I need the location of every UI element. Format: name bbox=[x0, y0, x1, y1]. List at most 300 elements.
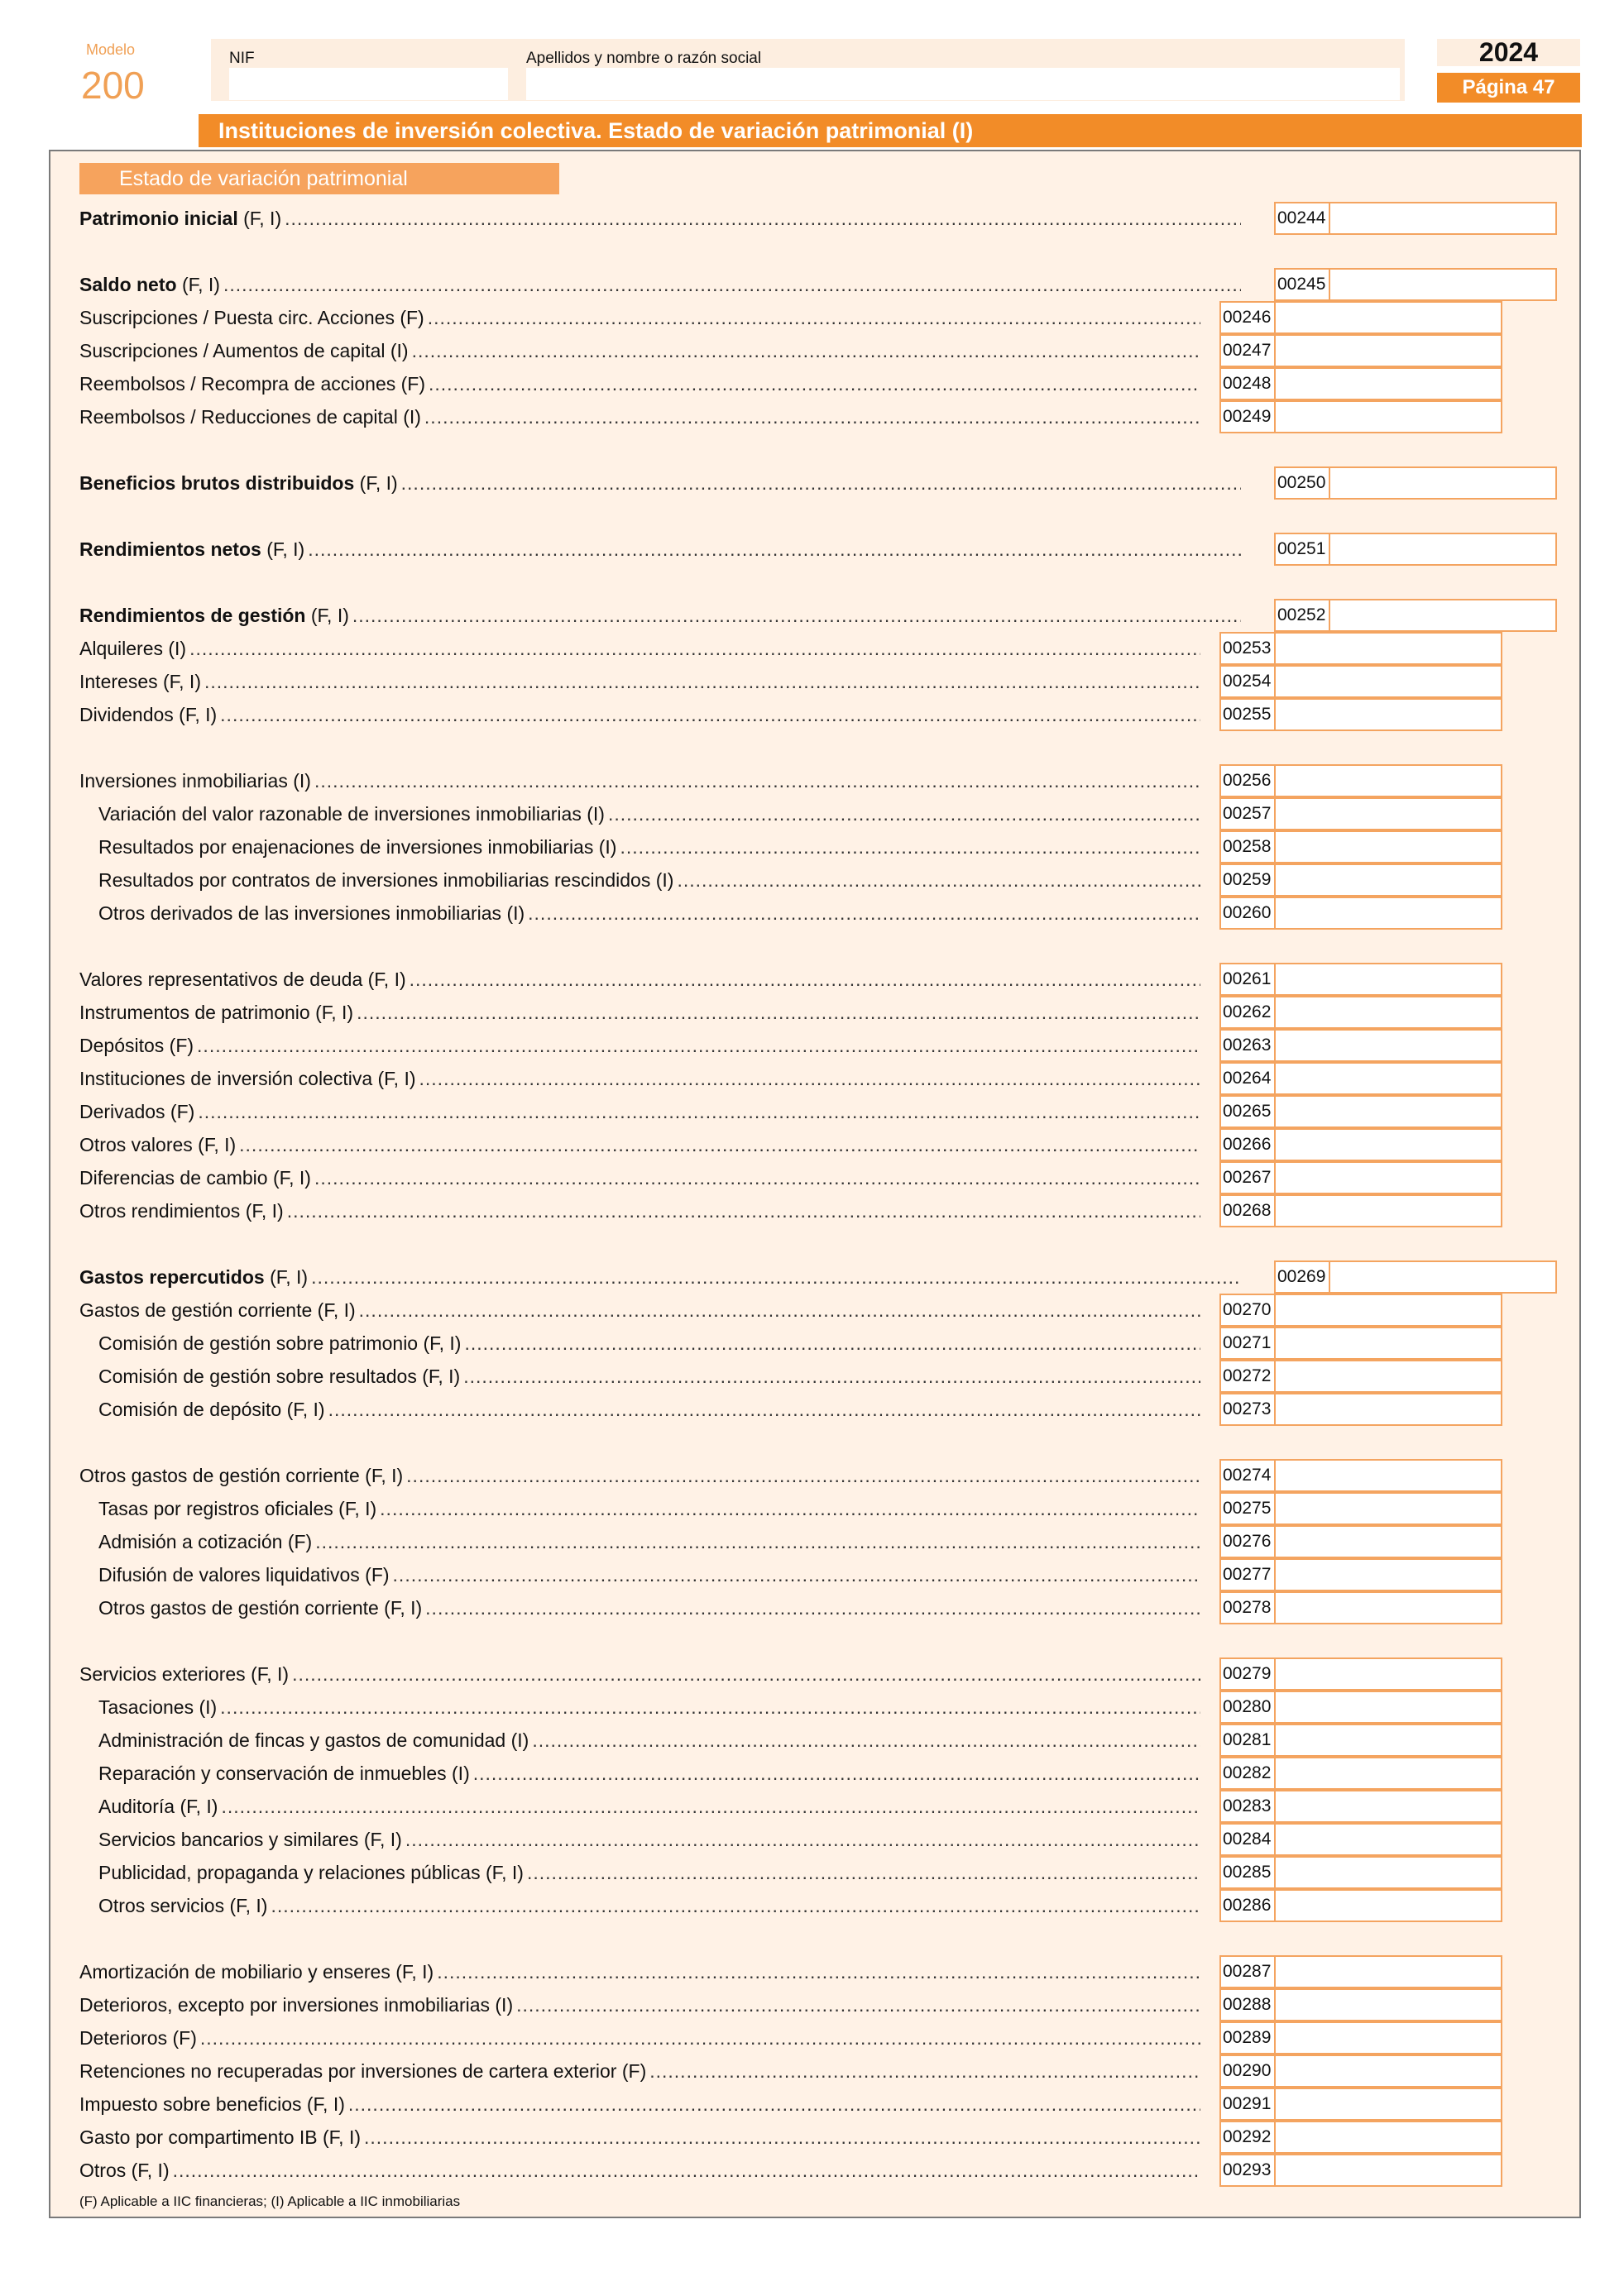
form-row bbox=[79, 1294, 1209, 1327]
field-code: 00260 bbox=[1219, 897, 1276, 930]
row-label bbox=[79, 472, 398, 495]
field-code: 00264 bbox=[1219, 1062, 1276, 1095]
field-code: 00285 bbox=[1219, 1856, 1276, 1889]
leader-dots bbox=[292, 1663, 1200, 1686]
leader-dots bbox=[516, 1994, 1200, 2016]
form-row bbox=[79, 963, 1209, 996]
row-label-text: Admisión a cotización (F) bbox=[98, 1530, 313, 1552]
row-label-bold: Patrimonio inicial bbox=[79, 207, 238, 229]
leader-dots bbox=[405, 1829, 1200, 1851]
row-label bbox=[79, 1266, 308, 1289]
row-label-text: Impuesto sobre beneficios (F, I) bbox=[79, 2093, 345, 2115]
page-number: Página 47 bbox=[1437, 73, 1580, 103]
row-label bbox=[79, 1961, 434, 1983]
row-label bbox=[79, 2160, 170, 2182]
field-code: 00257 bbox=[1219, 797, 1276, 830]
amount-field[interactable] bbox=[1274, 1194, 1502, 1227]
leader-dots bbox=[429, 373, 1200, 395]
field-code: 00276 bbox=[1219, 1525, 1276, 1558]
row-label-text: Resultados por contratos de inversiones inmobiliarias rescindidos (I) bbox=[98, 868, 674, 891]
row-label-text: Tasas por registros oficiales (F, I) bbox=[98, 1497, 377, 1519]
row-label bbox=[98, 1399, 325, 1421]
field-code: 00262 bbox=[1219, 996, 1276, 1029]
row-label-text: Reembolsos / Reducciones de capital (I) bbox=[79, 405, 421, 428]
field-code: 00281 bbox=[1219, 1724, 1276, 1757]
row-label bbox=[98, 1531, 312, 1553]
row-label bbox=[79, 605, 349, 627]
row-label bbox=[98, 1829, 402, 1851]
field-code: 00269 bbox=[1274, 1260, 1330, 1294]
leader-dots bbox=[406, 1465, 1200, 1487]
row-label bbox=[79, 638, 186, 660]
amount-field[interactable] bbox=[1274, 1029, 1502, 1062]
leader-dots bbox=[221, 1796, 1200, 1818]
row-label-text: Difusión de valores liquidativos (F) bbox=[98, 1563, 390, 1586]
form-row bbox=[79, 1955, 1209, 1988]
form-row bbox=[79, 1260, 1249, 1294]
row-label-text: Gasto por compartimento IB (F, I) bbox=[79, 2126, 362, 2148]
field-code: 00282 bbox=[1219, 1757, 1276, 1790]
name-label: Apellidos y nombre o razón social bbox=[526, 50, 762, 67]
form-row bbox=[98, 1525, 1209, 1558]
row-label-bold: Rendimientos netos bbox=[79, 538, 261, 560]
leader-dots bbox=[287, 1200, 1200, 1222]
form-row bbox=[79, 1194, 1209, 1227]
leader-dots bbox=[220, 1696, 1200, 1719]
leader-dots bbox=[463, 1366, 1200, 1388]
amount-field[interactable] bbox=[1274, 1492, 1502, 1525]
amount-field[interactable] bbox=[1274, 1128, 1502, 1161]
form-row bbox=[98, 1393, 1209, 1426]
row-label bbox=[98, 1763, 470, 1785]
amount-field[interactable] bbox=[1274, 334, 1502, 367]
form-row bbox=[79, 1657, 1209, 1691]
form-row bbox=[79, 334, 1209, 367]
form-row bbox=[79, 2088, 1209, 2121]
field-code: 00267 bbox=[1219, 1161, 1276, 1194]
modelo-label: Modelo bbox=[86, 41, 136, 58]
row-label-text: Servicios bancarios y similares (F, I) bbox=[98, 1828, 402, 1850]
row-label bbox=[79, 704, 217, 726]
amount-field[interactable] bbox=[1274, 1790, 1502, 1823]
row-label bbox=[98, 1862, 524, 1884]
leader-dots bbox=[189, 638, 1200, 660]
field-code: 00247 bbox=[1219, 334, 1276, 367]
amount-field[interactable] bbox=[1274, 1889, 1502, 1922]
row-label-text: Retenciones no recuperadas por inversiones de cartera exterior (F) bbox=[79, 2059, 647, 2082]
row-label bbox=[79, 208, 281, 230]
row-label-text: Publicidad, propaganda y relaciones públicas (F, I) bbox=[98, 1861, 524, 1883]
field-code: 00244 bbox=[1274, 202, 1330, 235]
amount-field[interactable] bbox=[1274, 2121, 1502, 2154]
field-code: 00250 bbox=[1274, 466, 1330, 500]
row-label-text: Otros gastos de gestión corriente (F, I) bbox=[79, 1464, 404, 1486]
row-label bbox=[79, 1101, 194, 1123]
form-row bbox=[79, 764, 1209, 797]
amount-field[interactable] bbox=[1274, 1657, 1502, 1691]
row-label bbox=[98, 1564, 390, 1586]
leader-dots bbox=[464, 1332, 1200, 1355]
row-label bbox=[98, 869, 673, 892]
form-row bbox=[79, 400, 1209, 433]
form-row bbox=[98, 1558, 1209, 1591]
amount-field[interactable] bbox=[1329, 533, 1557, 566]
field-code: 00272 bbox=[1219, 1360, 1276, 1393]
field-code: 00270 bbox=[1219, 1294, 1276, 1327]
footnote: (F) Aplicable a IIC financieras; (I) Aplicable a IIC inmobiliarias bbox=[79, 2193, 461, 2209]
form-row bbox=[79, 698, 1209, 731]
page-title: Instituciones de inversión colectiva. Estado de variación patrimonial (I) bbox=[199, 114, 1582, 147]
row-label bbox=[79, 274, 220, 296]
leader-dots bbox=[528, 902, 1200, 925]
row-label-text: (F, I) bbox=[305, 604, 349, 626]
field-code: 00259 bbox=[1219, 863, 1276, 897]
row-label bbox=[79, 538, 304, 561]
leader-dots bbox=[608, 803, 1200, 825]
leader-dots bbox=[198, 1101, 1200, 1123]
row-label-text: Otros gastos de gestión corriente (F, I) bbox=[98, 1596, 423, 1619]
form-row bbox=[98, 1691, 1209, 1724]
row-label bbox=[79, 406, 421, 428]
name-input[interactable] bbox=[526, 68, 1400, 100]
row-label-text: (F, I) bbox=[264, 1265, 309, 1288]
form-row bbox=[98, 863, 1209, 897]
field-code: 00289 bbox=[1219, 2021, 1276, 2054]
form-row bbox=[79, 2054, 1209, 2088]
leader-dots bbox=[311, 1266, 1241, 1289]
form-row bbox=[79, 1128, 1209, 1161]
amount-field[interactable] bbox=[1274, 764, 1502, 797]
leader-dots bbox=[271, 1895, 1200, 1917]
row-label bbox=[98, 1729, 529, 1752]
leader-dots bbox=[410, 969, 1200, 991]
row-label bbox=[79, 969, 406, 991]
field-code: 00256 bbox=[1219, 764, 1276, 797]
leader-dots bbox=[473, 1763, 1200, 1785]
row-label-text: (F, I) bbox=[261, 538, 305, 560]
row-label-bold: Beneficios brutos distribuidos bbox=[79, 471, 355, 494]
amount-field[interactable] bbox=[1329, 202, 1557, 235]
leader-dots bbox=[532, 1729, 1200, 1752]
row-label bbox=[98, 902, 525, 925]
form-row bbox=[98, 1327, 1209, 1360]
leader-dots bbox=[308, 538, 1241, 561]
field-code: 00277 bbox=[1219, 1558, 1276, 1591]
nif-label: NIF bbox=[229, 50, 255, 67]
leader-dots bbox=[285, 208, 1241, 230]
form-row bbox=[98, 1591, 1209, 1624]
form-row bbox=[98, 830, 1209, 863]
row-label-text: Otros servicios (F, I) bbox=[98, 1894, 268, 1916]
row-label bbox=[79, 1167, 311, 1189]
year-badge: 2024 bbox=[1437, 39, 1580, 66]
amount-field[interactable] bbox=[1274, 1393, 1502, 1426]
row-label bbox=[79, 1200, 284, 1222]
amount-field[interactable] bbox=[1274, 863, 1502, 897]
row-label-text: Instituciones de inversión colectiva (F, I) bbox=[79, 1067, 416, 1089]
leader-dots bbox=[428, 307, 1200, 329]
amount-field[interactable] bbox=[1274, 1591, 1502, 1624]
row-label bbox=[98, 836, 616, 859]
leader-dots bbox=[425, 1597, 1200, 1619]
field-code: 00258 bbox=[1219, 830, 1276, 863]
row-label-text: Dividendos (F, I) bbox=[79, 703, 218, 725]
leader-dots bbox=[401, 472, 1241, 495]
leader-dots bbox=[315, 1531, 1200, 1553]
row-label-text: Otros valores (F, I) bbox=[79, 1133, 237, 1155]
field-code: 00273 bbox=[1219, 1393, 1276, 1426]
form-row bbox=[79, 2021, 1209, 2054]
leader-dots bbox=[314, 1167, 1200, 1189]
row-label-text: Valores representativos de deuda (F, I) bbox=[79, 968, 406, 990]
row-label bbox=[79, 307, 424, 329]
row-label-text: Gastos de gestión corriente (F, I) bbox=[79, 1299, 356, 1321]
row-label-text: Alquileres (I) bbox=[79, 637, 187, 659]
row-label-text: Suscripciones / Aumentos de capital (I) bbox=[79, 339, 409, 361]
amount-field[interactable] bbox=[1274, 797, 1502, 830]
amount-field[interactable] bbox=[1274, 2088, 1502, 2121]
row-label bbox=[79, 1663, 289, 1686]
form-row bbox=[98, 797, 1209, 830]
row-label bbox=[98, 1796, 218, 1818]
form-row bbox=[79, 301, 1209, 334]
form-row bbox=[98, 1724, 1209, 1757]
field-code: 00288 bbox=[1219, 1988, 1276, 2021]
field-code: 00252 bbox=[1274, 599, 1330, 632]
field-code: 00275 bbox=[1219, 1492, 1276, 1525]
row-label-bold: Rendimientos de gestión bbox=[79, 604, 306, 626]
row-label bbox=[79, 1134, 236, 1156]
amount-field[interactable] bbox=[1274, 665, 1502, 698]
field-code: 00266 bbox=[1219, 1128, 1276, 1161]
row-label-text: (F, I) bbox=[237, 207, 282, 229]
row-label-text: Otros (F, I) bbox=[79, 2159, 170, 2181]
row-label-text: Amortización de mobiliario y enseres (F, I) bbox=[79, 1960, 434, 1983]
field-code: 00251 bbox=[1274, 533, 1330, 566]
form-row bbox=[79, 367, 1209, 400]
field-code: 00274 bbox=[1219, 1459, 1276, 1492]
amount-field[interactable] bbox=[1274, 1327, 1502, 1360]
form-row bbox=[98, 1889, 1209, 1922]
row-label bbox=[98, 1597, 422, 1619]
row-label bbox=[98, 1332, 461, 1355]
row-label bbox=[98, 1895, 267, 1917]
amount-field[interactable] bbox=[1274, 1161, 1502, 1194]
form-row bbox=[79, 996, 1209, 1029]
form-row bbox=[98, 1790, 1209, 1823]
amount-field[interactable] bbox=[1274, 1823, 1502, 1856]
amount-field[interactable] bbox=[1274, 1360, 1502, 1393]
row-label bbox=[98, 1696, 217, 1719]
field-code: 00287 bbox=[1219, 1955, 1276, 1988]
leader-dots bbox=[200, 2027, 1200, 2050]
row-label-text: Resultados por enajenaciones de inversiones inmobiliarias (I) bbox=[98, 835, 617, 858]
form-row bbox=[79, 599, 1249, 632]
row-label-text: (F, I) bbox=[176, 273, 220, 295]
amount-field[interactable] bbox=[1274, 1459, 1502, 1492]
amount-field[interactable] bbox=[1274, 1691, 1502, 1724]
leader-dots bbox=[348, 2093, 1200, 2116]
row-label bbox=[79, 2126, 361, 2149]
form-row bbox=[79, 665, 1209, 698]
field-code: 00290 bbox=[1219, 2054, 1276, 2088]
form-row bbox=[79, 2154, 1209, 2187]
leader-dots bbox=[620, 836, 1200, 859]
field-code: 00268 bbox=[1219, 1194, 1276, 1227]
amount-field[interactable] bbox=[1274, 1558, 1502, 1591]
field-code: 00271 bbox=[1219, 1327, 1276, 1360]
form-row bbox=[98, 1492, 1209, 1525]
form-row bbox=[79, 632, 1209, 665]
row-label-text: Comisión de depósito (F, I) bbox=[98, 1398, 325, 1420]
leader-dots bbox=[364, 2126, 1200, 2149]
field-code: 00279 bbox=[1219, 1657, 1276, 1691]
field-code: 00292 bbox=[1219, 2121, 1276, 2154]
field-code: 00261 bbox=[1219, 963, 1276, 996]
form-row bbox=[98, 1856, 1209, 1889]
field-code: 00286 bbox=[1219, 1889, 1276, 1922]
row-label bbox=[79, 671, 201, 693]
amount-field[interactable] bbox=[1274, 1988, 1502, 2021]
modelo-number: 200 bbox=[81, 64, 145, 107]
row-label-text: Otros derivados de las inversiones inmobiliarias (I) bbox=[98, 902, 525, 924]
amount-field[interactable] bbox=[1329, 1260, 1557, 1294]
amount-field[interactable] bbox=[1274, 1955, 1502, 1988]
row-label-bold: Gastos repercutidos bbox=[79, 1265, 265, 1288]
leader-dots bbox=[527, 1862, 1200, 1884]
row-label-text: Comisión de gestión sobre resultados (F, I) bbox=[98, 1365, 461, 1387]
amount-field[interactable] bbox=[1274, 897, 1502, 930]
row-label bbox=[79, 1299, 356, 1322]
row-label-text: Reembolsos / Recompra de acciones (F) bbox=[79, 372, 425, 395]
amount-field[interactable] bbox=[1274, 1724, 1502, 1757]
amount-field[interactable] bbox=[1274, 1095, 1502, 1128]
row-label-text: Servicios exteriores (F, I) bbox=[79, 1662, 290, 1685]
leader-dots bbox=[220, 704, 1200, 726]
leader-dots bbox=[314, 770, 1200, 792]
row-label-text: Administración de fincas y gastos de comunidad (I) bbox=[98, 1729, 529, 1751]
amount-field[interactable] bbox=[1274, 1757, 1502, 1790]
amount-field[interactable] bbox=[1274, 367, 1502, 400]
row-label bbox=[79, 340, 409, 362]
row-label-text: (F, I) bbox=[354, 471, 398, 494]
form-row bbox=[79, 1459, 1209, 1492]
row-label-text: Diferencias de cambio (F, I) bbox=[79, 1166, 311, 1189]
field-code: 00280 bbox=[1219, 1691, 1276, 1724]
row-label-text: Variación del valor razonable de inversiones inmobiliarias (I) bbox=[98, 802, 605, 825]
amount-field[interactable] bbox=[1274, 2154, 1502, 2187]
leader-dots bbox=[357, 1002, 1200, 1024]
field-code: 00255 bbox=[1219, 698, 1276, 731]
amount-field[interactable] bbox=[1274, 698, 1502, 731]
field-code: 00254 bbox=[1219, 665, 1276, 698]
field-code: 00248 bbox=[1219, 367, 1276, 400]
row-label-text: Deterioros (F) bbox=[79, 2026, 197, 2049]
leader-dots bbox=[677, 869, 1200, 892]
row-label-text: Intereses (F, I) bbox=[79, 670, 201, 692]
row-label-text: Suscripciones / Puesta circ. Acciones (F) bbox=[79, 306, 424, 328]
form-row bbox=[98, 1823, 1209, 1856]
field-code: 00245 bbox=[1274, 268, 1330, 301]
row-label bbox=[79, 2093, 345, 2116]
row-label-text: Derivados (F) bbox=[79, 1100, 195, 1122]
amount-field[interactable] bbox=[1274, 1294, 1502, 1327]
amount-field[interactable] bbox=[1274, 301, 1502, 334]
leader-dots bbox=[328, 1399, 1200, 1421]
form-row bbox=[79, 1029, 1209, 1062]
field-code: 00253 bbox=[1219, 632, 1276, 665]
amount-field[interactable] bbox=[1329, 599, 1557, 632]
leader-dots bbox=[197, 1035, 1200, 1057]
form-row bbox=[98, 897, 1209, 930]
leader-dots bbox=[412, 340, 1200, 362]
form-row bbox=[79, 1095, 1209, 1128]
form-row bbox=[98, 1360, 1209, 1393]
row-label bbox=[98, 1498, 376, 1520]
amount-field[interactable] bbox=[1274, 1525, 1502, 1558]
leader-dots bbox=[359, 1299, 1200, 1322]
amount-field[interactable] bbox=[1274, 830, 1502, 863]
field-code: 00291 bbox=[1219, 2088, 1276, 2121]
form-row bbox=[79, 1161, 1209, 1194]
leader-dots bbox=[223, 274, 1241, 296]
amount-field[interactable] bbox=[1329, 466, 1557, 500]
leader-dots bbox=[393, 1564, 1200, 1586]
row-label-text: Otros rendimientos (F, I) bbox=[79, 1199, 284, 1222]
leader-dots bbox=[173, 2160, 1200, 2182]
form-row bbox=[79, 2121, 1209, 2154]
leader-dots bbox=[204, 671, 1200, 693]
row-label bbox=[79, 1068, 416, 1090]
form-row bbox=[79, 202, 1249, 235]
amount-field[interactable] bbox=[1274, 400, 1502, 433]
amount-field[interactable] bbox=[1274, 1062, 1502, 1095]
form-row bbox=[79, 466, 1249, 500]
row-label-text: Inversiones inmobiliarias (I) bbox=[79, 769, 311, 792]
amount-field[interactable] bbox=[1274, 996, 1502, 1029]
field-code: 00283 bbox=[1219, 1790, 1276, 1823]
row-label bbox=[98, 803, 605, 825]
amount-field[interactable] bbox=[1274, 1856, 1502, 1889]
row-label-text: Comisión de gestión sobre patrimonio (F, I) bbox=[98, 1332, 462, 1354]
field-code: 00278 bbox=[1219, 1591, 1276, 1624]
amount-field[interactable] bbox=[1274, 963, 1502, 996]
amount-field[interactable] bbox=[1329, 268, 1557, 301]
row-label bbox=[79, 1994, 513, 2016]
form-row bbox=[79, 1062, 1209, 1095]
leader-dots bbox=[380, 1498, 1200, 1520]
amount-field[interactable] bbox=[1274, 632, 1502, 665]
form-row bbox=[79, 268, 1249, 301]
field-code: 00293 bbox=[1219, 2154, 1276, 2187]
nif-input[interactable] bbox=[229, 68, 508, 100]
field-code: 00265 bbox=[1219, 1095, 1276, 1128]
row-label bbox=[79, 1035, 194, 1057]
row-label-text: Depósitos (F) bbox=[79, 1034, 194, 1056]
row-label-text: Auditoría (F, I) bbox=[98, 1795, 218, 1817]
leader-dots bbox=[239, 1134, 1200, 1156]
row-label bbox=[79, 373, 425, 395]
row-label-text: Tasaciones (I) bbox=[98, 1696, 218, 1718]
amount-field[interactable] bbox=[1274, 2054, 1502, 2088]
field-code: 00246 bbox=[1219, 301, 1276, 334]
leader-dots bbox=[424, 406, 1200, 428]
leader-dots bbox=[437, 1961, 1200, 1983]
row-label bbox=[79, 1465, 403, 1487]
form-row bbox=[79, 533, 1249, 566]
amount-field[interactable] bbox=[1274, 2021, 1502, 2054]
field-code: 00249 bbox=[1219, 400, 1276, 433]
